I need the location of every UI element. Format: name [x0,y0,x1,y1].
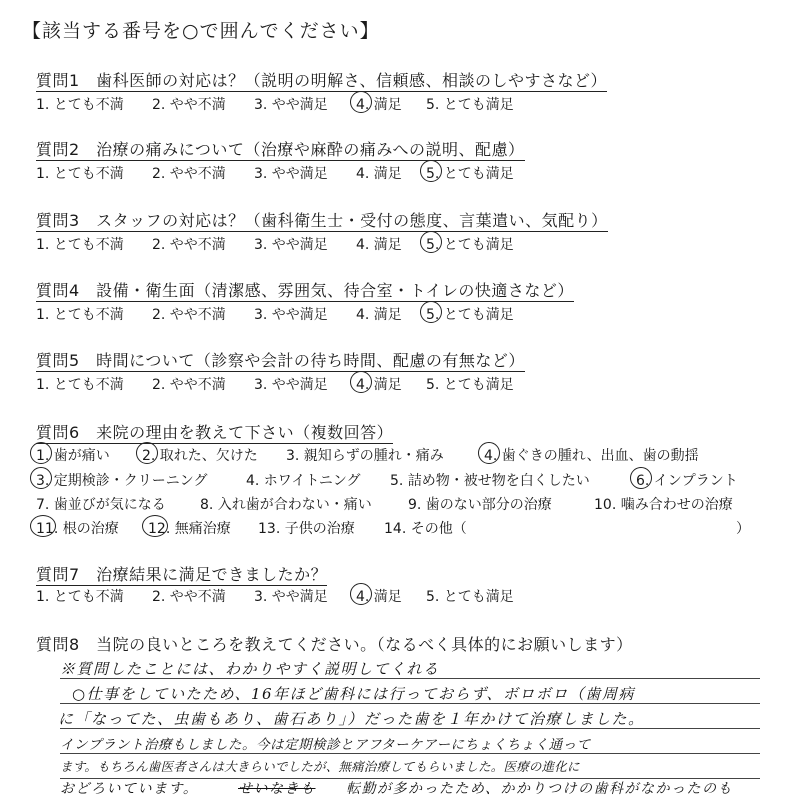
reason-broken-selected[interactable]: 2. 取れた、欠けた [142,445,258,465]
option-3[interactable]: 3. やや満足 [254,166,328,182]
selection-circle [142,515,168,537]
option-3[interactable]: 3. やや満足 [254,237,328,253]
reason-implant-selected[interactable]: 6. インプラント [636,470,738,490]
option-4-selected[interactable]: 4. 満足 [356,94,402,114]
reason-gums-selected[interactable]: 4. 歯ぐきの腫れ、出血、歯の動揺 [484,445,699,465]
reason-missing-teeth[interactable]: 9. 歯のない部分の治療 [408,497,552,513]
option-5[interactable]: 5. とても満足 [426,97,514,113]
selection-circle [478,442,500,464]
selection-circle [350,371,372,393]
question-title: 質問5 時間について（診察や会計の待ち時間、配慮の有無など） [36,351,525,370]
reason-root-canal-selected[interactable]: 11. 根の治療 [36,518,119,538]
struck-text: せいなきも [238,781,316,797]
question-title: 質問4 設備・衛生面（清潔感、雰囲気、待合室・トイレの快適さなど） [36,281,574,300]
option-3[interactable]: 3. やや満足 [254,377,328,393]
question-title: 質問2 治療の痛みについて（治療や麻酔の痛みへの説明、配慮） [36,140,525,159]
reason-bite[interactable]: 10. 噛み合わせの治療 [594,497,733,513]
option-5-selected[interactable]: 5. とても満足 [426,234,514,254]
reason-toothache-selected[interactable]: 1. 歯が痛い [36,445,110,465]
selection-circle [420,301,442,323]
option-4[interactable]: 4. 満足 [356,237,402,253]
option-2[interactable]: 2. やや不満 [152,237,226,253]
reason-painless-selected[interactable]: 12. 無痛治療 [148,518,231,538]
option-2[interactable]: 2. やや不満 [152,97,226,113]
reason-wisdom-tooth[interactable]: 3. 親知らずの腫れ・痛み [286,448,444,464]
selection-circle [136,442,158,464]
handwritten-line: おどろいています。 [60,781,199,797]
option-1[interactable]: 1. とても不満 [36,166,124,182]
selection-circle [30,467,52,489]
option-1[interactable]: 1. とても不満 [36,589,124,605]
question-title: 質問8 当院の良いところを教えてください。（なるべく具体的にお願いします） [36,635,633,654]
reason-alignment[interactable]: 7. 歯並びが気になる [36,497,166,513]
reason-other-close: ） [736,521,750,537]
handwritten-line: に「なってた、虫歯もあり、歯石あり」）だった歯を１年かけて治療しました。 [58,710,645,728]
option-3[interactable]: 3. やや満足 [254,307,328,323]
option-3[interactable]: 3. やや満足 [254,589,328,605]
option-5-selected[interactable]: 5. とても満足 [426,304,514,324]
option-2[interactable]: 2. やや不満 [152,377,226,393]
handwritten-answer-area[interactable] [58,656,800,797]
question-title: 質問1 歯科医師の対応は？（説明の明解さ、信頼感、相談のしやすさなど） [36,71,608,90]
selection-circle [420,160,442,182]
selection-circle [420,231,442,253]
option-1[interactable]: 1. とても不満 [36,377,124,393]
reason-children[interactable]: 13. 子供の治療 [258,521,355,537]
handwritten-line: ます。もちろん歯医者さんは大きらいでしたが、無痛治療してもらいました。医療の進化に [60,759,580,774]
question-title: 質問6 来院の理由を教えて下さい（複数回答） [36,423,394,442]
question-title: 質問7 治療結果に満足できましたか？ [36,565,328,584]
option-4-selected[interactable]: 4. 満足 [356,586,402,606]
question-title: 質問3 スタッフの対応は？（歯科衛生士・受付の態度、言葉遣い、気配り） [36,211,608,230]
option-2[interactable]: 2. やや不満 [152,166,226,182]
handwritten-line: 転勤が多かったため、かかりつけの歯科がなかったのも [346,781,733,797]
option-2[interactable]: 2. やや不満 [152,589,226,605]
selection-circle [30,442,52,464]
selection-circle [630,467,652,489]
answer-line [60,753,760,754]
reason-white-fillings[interactable]: 5. 詰め物・被せ物を白くしたい [390,473,590,489]
selection-circle [350,91,372,113]
reason-other[interactable]: 14. その他（ [384,521,467,537]
option-4[interactable]: 4. 満足 [356,166,402,182]
option-1[interactable]: 1. とても不満 [36,97,124,113]
option-5[interactable]: 5. とても満足 [426,589,514,605]
option-1[interactable]: 1. とても不満 [36,307,124,323]
reason-whitening[interactable]: 4. ホワイトニング [246,473,361,489]
reason-dentures[interactable]: 8. 入れ歯が合わない・痛い [200,497,372,513]
handwritten-line: ※質問したことには、わかりやすく説明してくれる [60,660,440,678]
option-1[interactable]: 1. とても不満 [36,237,124,253]
handwritten-line: ○仕事をしていたため、16年ほど歯科には行っておらず、ボロボロ（歯周病 [72,685,635,703]
option-4[interactable]: 4. 満足 [356,307,402,323]
selection-circle [30,515,56,537]
reason-checkup-selected[interactable]: 3. 定期検診・クリーニング [36,470,208,490]
page-title: 【該当する番号を○で囲んでください】 [22,20,380,42]
handwritten-line: インプラント治療もしました。今は定期検診とアフターケアーにちょくちょく通って [60,737,591,753]
option-5-selected[interactable]: 5. とても満足 [426,163,514,183]
option-3[interactable]: 3. やや満足 [254,97,328,113]
option-4-selected[interactable]: 4. 満足 [356,374,402,394]
option-5[interactable]: 5. とても満足 [426,377,514,393]
selection-circle [350,583,372,605]
option-2[interactable]: 2. やや不満 [152,307,226,323]
